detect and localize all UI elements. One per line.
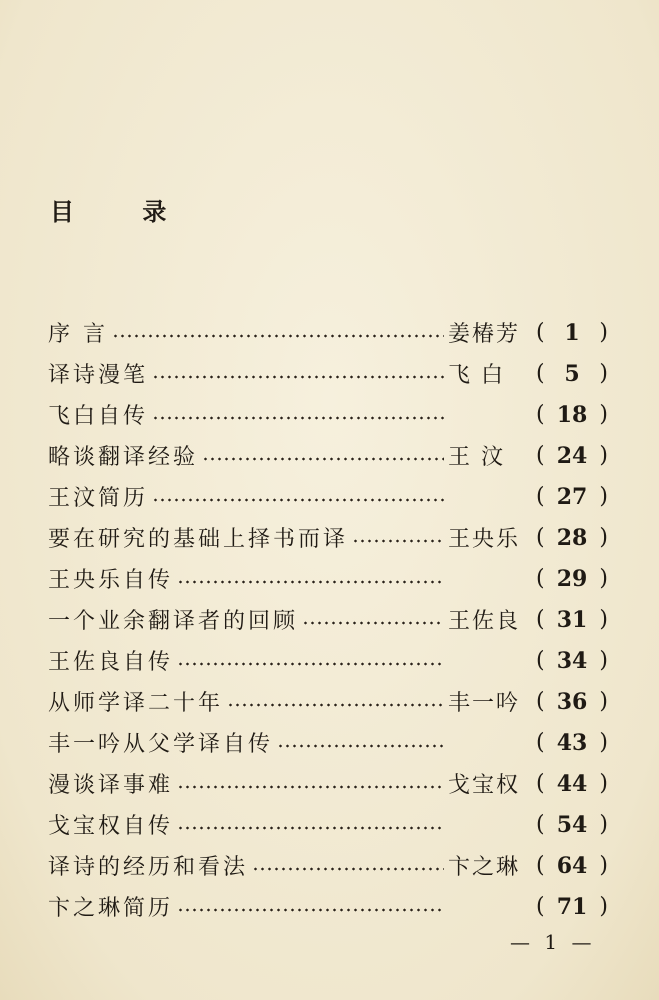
entry-page-number: 5 — [564, 360, 580, 387]
entry-title: 从师学译二十年 — [48, 691, 224, 716]
entry-page-number: 29 — [556, 565, 588, 592]
entry-page: ( 28 ) — [536, 524, 608, 551]
entry-page-number: 27 — [556, 483, 588, 510]
dot-leader — [152, 416, 444, 420]
entry-page: ( 27 ) — [536, 483, 608, 510]
entry-page: ( 36 ) — [536, 688, 608, 715]
toc-entry — [48, 353, 608, 394]
entry-page: ( 5 ) — [536, 360, 608, 387]
entry-page: ( 18 ) — [536, 401, 608, 428]
entry-page-number: 31 — [556, 606, 588, 633]
dot-leader — [202, 457, 444, 461]
contents-heading: 目 录 — [50, 197, 197, 226]
entry-page: ( 29 ) — [536, 565, 608, 592]
page-folio: — 1 — — [510, 930, 596, 954]
dot-leader — [177, 580, 444, 584]
entry-title: 王汶简历 — [48, 486, 149, 511]
toc-entry — [48, 394, 608, 435]
entry-title: 漫谈译事难 — [48, 773, 174, 798]
toc-entry — [48, 435, 608, 476]
toc-entry — [48, 886, 608, 927]
entry-title: 王央乐自传 — [48, 568, 174, 593]
entry-title: 序 言 — [48, 322, 108, 347]
entry-page: ( 44 ) — [536, 770, 608, 797]
toc-entry — [48, 681, 608, 722]
dot-leader — [177, 785, 444, 789]
entry-page-number: 34 — [556, 647, 588, 674]
toc-entry — [48, 312, 608, 353]
toc-entry — [48, 640, 608, 681]
entry-author: 飞 白 — [448, 363, 505, 388]
table-of-contents — [48, 312, 608, 927]
entry-page-number: 71 — [556, 893, 588, 920]
entry-title: 要在研究的基础上择书而译 — [48, 527, 349, 552]
dot-leader — [177, 908, 444, 912]
toc-entry — [48, 763, 608, 804]
entry-title: 译诗的经历和看法 — [48, 855, 249, 880]
toc-entry — [48, 558, 608, 599]
entry-page: ( 71 ) — [536, 893, 608, 920]
dot-leader — [252, 867, 444, 871]
entry-author: 王 汶 — [448, 445, 505, 470]
dot-leader — [302, 621, 444, 625]
entry-page: ( 31 ) — [536, 606, 608, 633]
entry-page: ( 54 ) — [536, 811, 608, 838]
entry-page-number: 36 — [556, 688, 588, 715]
entry-author: 卞之琳 — [448, 855, 521, 880]
dot-leader — [152, 498, 444, 502]
dot-leader — [152, 375, 444, 379]
entry-page-number: 28 — [556, 524, 588, 551]
entry-page-number: 44 — [556, 770, 588, 797]
dot-leader — [227, 703, 444, 707]
entry-page: ( 34 ) — [536, 647, 608, 674]
dot-leader — [177, 662, 444, 666]
entry-page: ( 64 ) — [536, 852, 608, 879]
entry-title: 丰一吟从父学译自传 — [48, 732, 274, 757]
entry-title: 戈宝权自传 — [48, 814, 174, 839]
toc-entry — [48, 599, 608, 640]
entry-page: ( 43 ) — [536, 729, 608, 756]
entry-title: 一个业余翻译者的回顾 — [48, 609, 299, 634]
entry-page: ( 1 ) — [536, 319, 608, 346]
entry-page-number: 43 — [556, 729, 588, 756]
entry-page-number: 54 — [556, 811, 588, 838]
entry-author: 戈宝权 — [448, 773, 521, 798]
entry-page: ( 24 ) — [536, 442, 608, 469]
toc-entry — [48, 804, 608, 845]
toc-entry — [48, 517, 608, 558]
entry-author: 丰一吟 — [448, 691, 521, 716]
entry-author: 王央乐 — [448, 527, 521, 552]
entry-page-number: 64 — [556, 852, 588, 879]
entry-title: 王佐良自传 — [48, 650, 174, 675]
entry-page-number: 18 — [556, 401, 588, 428]
entry-author: 姜椿芳 — [448, 322, 521, 347]
entry-page-number: 24 — [556, 442, 588, 469]
toc-entry — [48, 476, 608, 517]
entry-title: 译诗漫笔 — [48, 363, 149, 388]
dot-leader — [277, 744, 444, 748]
entry-title: 卞之琳简历 — [48, 896, 174, 921]
toc-entry — [48, 722, 608, 763]
dot-leader — [177, 826, 444, 830]
entry-page-number: 1 — [564, 319, 580, 346]
toc-entry — [48, 845, 608, 886]
entry-author: 王佐良 — [448, 609, 521, 634]
entry-title: 略谈翻译经验 — [48, 445, 199, 470]
dot-leader — [112, 334, 444, 338]
dot-leader — [352, 539, 444, 543]
entry-title: 飞白自传 — [48, 404, 149, 429]
